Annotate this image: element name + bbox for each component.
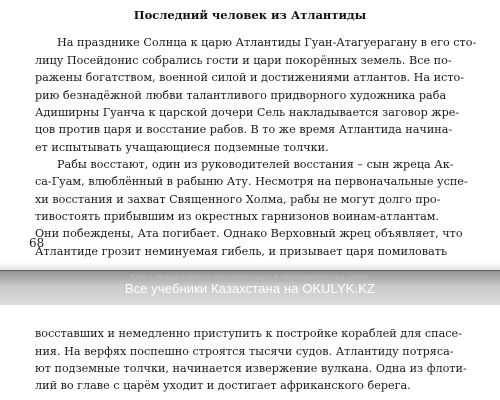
- text-line: ют подземные толчки, начинается извержение вулкана. Одна из флоти-: [35, 362, 467, 375]
- separator-top-line: [0, 270, 500, 271]
- text-line: са-Гуам, влюблённый в рабыню Ату. Несмотря на первоначальные успе-: [35, 175, 468, 188]
- text-line: ражены богатством, военной силой и достижениями атлантов. На исто-: [35, 71, 465, 84]
- text-line: тивостоять прибывшим из окрестных гарнизонов воинам-атлантам.: [35, 210, 439, 223]
- text-line: лий во главе с царём уходит и достигает африканского берега.: [35, 379, 411, 392]
- text-line: цов против царя и восстание рабов. В то же время Атлантида начина-: [35, 123, 453, 136]
- text-line: ния. На верфях поспешно строятся тысячи судов. Атлантиду потрясa-: [35, 345, 454, 358]
- separator-caption: Книга предоставлена исключительно в образовательных целях: [130, 273, 370, 281]
- text-line: лицу Посейдонис собрались гости и цари покорённых земель. Все по-: [35, 54, 452, 67]
- page-bottom: [0, 305, 500, 400]
- page-title: Последний человек из Атлантиды: [133, 8, 367, 22]
- page-edge-shadow: [0, 262, 500, 270]
- text-line: На празднике Солнца к царю Атлантиды Гуан-Атагуерагану в его сто-: [57, 36, 477, 49]
- text-line: хи восстания и захват Священного Холма, рабы не могут долго про-: [35, 193, 441, 206]
- text-line: восставших и немедленно приступить к постройке кораблей для спасе-: [35, 327, 462, 340]
- page-number: 68: [29, 236, 45, 250]
- watermark: Все учебники Казахстана на OKULYK.KZ: [124, 281, 376, 296]
- text-line: ет испытывать учащающиеся подземные толчки.: [35, 141, 329, 154]
- text-line: Адиширны Гуанча к царской дочери Сель накладывается заговор жре-: [35, 106, 460, 119]
- text-line: Они побеждены, Ата погибает. Однако Верховный жрец объявляет, что: [35, 227, 463, 240]
- text-line: Атлантиде грозит неминуемая гибель, и призывает царя помиловать: [35, 245, 448, 258]
- text-line: рию безнадёжной любви талантливого придворного художника раба: [35, 89, 447, 102]
- text-line: Рабы восстают, один из руководителей восстания – сын жреца Ак-: [57, 158, 454, 171]
